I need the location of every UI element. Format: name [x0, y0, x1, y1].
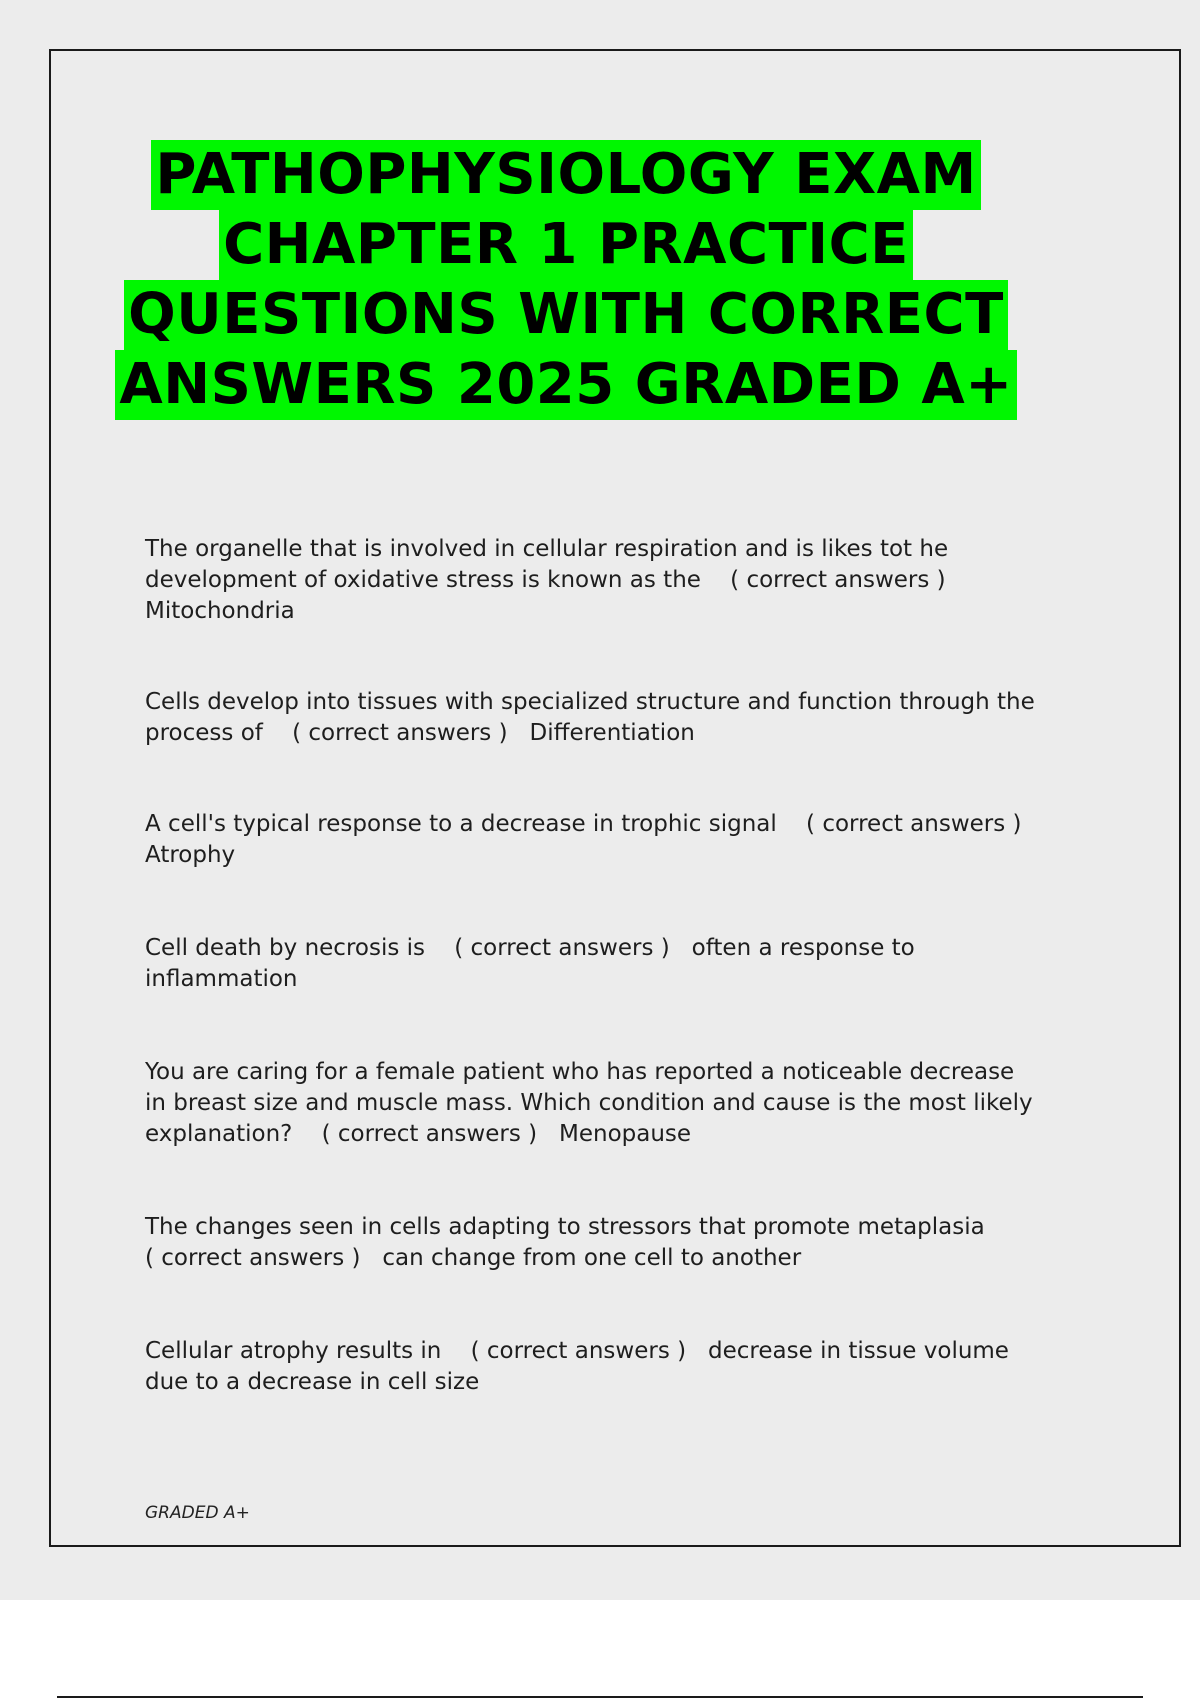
- title-line: QUESTIONS WITH CORRECT: [124, 280, 1008, 350]
- bottom-divider: [57, 1696, 1143, 1698]
- question-answer-item: The changes seen in cells adapting to stressors that promote metaplasia ( correct answers ) can change from one cell to another: [145, 1214, 985, 1271]
- question-answer-list: [145, 534, 1095, 1398]
- question-answer-item: A cell's typical response to a decrease in trophic signal ( correct answers ) Atrophy: [145, 811, 1022, 868]
- title-line: ANSWERS 2025 GRADED A+: [115, 350, 1016, 420]
- question-answer-item: Cell death by necrosis is ( correct answers ) often a response to inflammation: [145, 935, 915, 992]
- question-answer-item: The organelle that is involved in cellular respiration and is likes tot he development of oxidative stress is known as the ( correct answers ) Mitochondria: [145, 536, 949, 624]
- footer-grade-label: GRADED A+: [145, 1503, 250, 1523]
- title-line: CHAPTER 1 PRACTICE: [219, 210, 913, 280]
- question-answer-item: Cellular atrophy results in ( correct answers ) decrease in tissue volume due to a decrease in cell size: [145, 1338, 1009, 1395]
- question-answer-item: You are caring for a female patient who has reported a noticeable decrease in breast size and muscle mass. Which condition and cause is the most likely explanation? ( correct answers ) Menopause: [145, 1059, 1033, 1147]
- document-title: [0, 140, 1182, 420]
- title-line: PATHOPHYSIOLOGY EXAM: [151, 140, 980, 210]
- question-answer-item: Cells develop into tissues with specialized structure and function through the process of ( correct answers ) Differentiation: [145, 689, 1035, 746]
